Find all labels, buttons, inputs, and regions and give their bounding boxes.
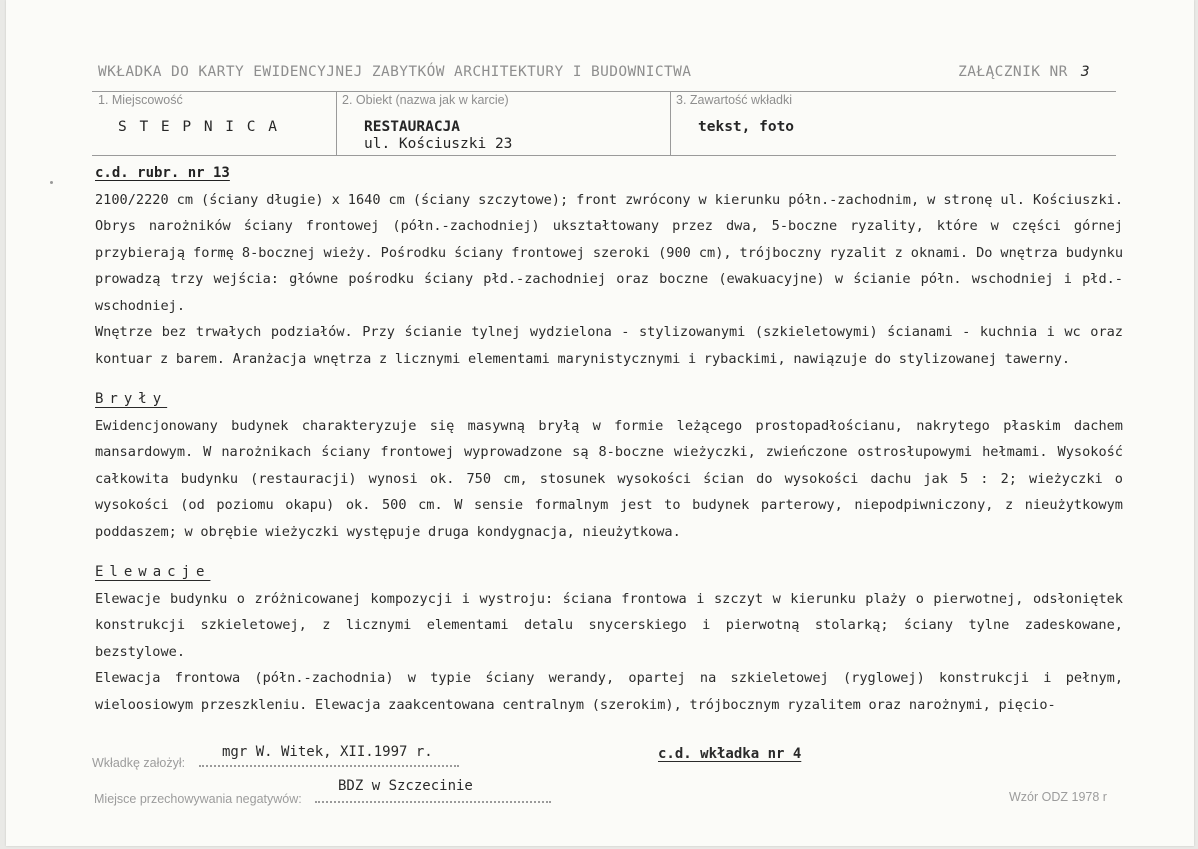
document-header [98,64,1120,86]
annex-number: 3 [1080,64,1090,80]
document-title: WKŁADKA DO KARTY EWIDENCYJNEJ ZABYTKÓW ARCHITEKTURY I BUDOWNICTWA [98,64,692,80]
locality-label: 1. Miejscowość [98,93,183,107]
prepared-label: Wkładkę założył: [92,756,186,770]
contents-label: 3. Zawartość wkładki [676,93,793,107]
body-paragraph: Wnętrze bez trwałych podziałów. Przy ścianie tylnej wydzielona - stylizowanymi (szkieletowymi) ścianami - kuchnia i wc oraz kontuar z barem. Aranżacja wnętrza z licznymi elementami marynistycznymi i rybackimi, nawiązuje do stylizowanej tawerny. [95,324,1123,367]
annex-label-group [958,64,1090,80]
object-label: 2. Obiekt (nazwa jak w karcie) [342,93,509,107]
continuation-note: c.d. wkładka nr 4 [658,746,802,762]
body-paragraph: Elewacje budynku o zróżnicowanej kompozycji i wystroju: ściana frontowa i szczyt w kierunku plaży o pierwotnej, odsłoniętek konstrukcji szkieletowej, z licznymi elementami detalu snycerskiego i pierwotną stolarką; ściany tylne zadeskowane, bezstylowe. [95,590,1123,660]
document-sheet [6,0,1194,846]
section-title-bryly: Bryły [95,391,168,407]
contents-value: tekst, foto [698,119,795,135]
storage-label: Miejsce przechowywania negatywów: [94,792,302,806]
form-code: Wzór ODZ 1978 r [1009,790,1107,804]
locality-value: S T E P N I C A [118,119,279,135]
box-contents [670,92,1116,154]
footer-storage [94,788,551,807]
document-body [95,160,1123,718]
prepared-dotted-line [199,764,459,767]
body-paragraph: 2100/2220 cm (ściany długie) x 1640 cm (ściany szczytowe); front zwrócony w kierunku półn.-zachodnim, w stronę ul. Kościuszki. Obrys narożników ściany frontowej (półn.-zachodniej) ukształtowany przez dwa, 5-boczne ryzality, które w części górnej przybierają formę 8-bocznej wieży. Pośrodku ściany frontowej szeroki (900 cm), trójboczny ryzalit z oknami. Do wnętrza budynku prowadzą trzy wejścia: główne pośrodku ściany płd.-zachodniej oraz boczne (ewakuacyjne) w ścianie półn. wschodniej i płd.-wschodniej. [95,191,1123,314]
paper-mark [50,181,53,184]
prepared-value: mgr W. Witek, XII.1997 r. [222,744,433,760]
body-paragraph: Elewacja frontowa (półn.-zachodnia) w typie ściany werandy, opartej na szkieletowej (ryglowej) konstrukcji i pełnym, wieloosiowym przeszkleniu. Elewacja zaakcentowana centralnym (szerokim), trójbocznym ryzalitem oraz narożnymi, pięcio- [95,670,1123,713]
object-value-line-2: ul. Kościuszki 23 [364,136,513,152]
section-title-elewacje: Elewacje [95,564,211,580]
storage-value: BDZ w Szczecinie [338,778,473,794]
box-locality [92,92,336,154]
header-rule-bottom [92,155,1116,156]
storage-dotted-line [315,800,551,803]
annex-label: ZAŁĄCZNIK NR [958,64,1068,80]
object-value-line-1: RESTAURACJA [364,119,461,135]
box-object [336,92,670,154]
rubric-reference: c.d. rubr. nr 13 [95,165,230,181]
body-paragraph: Ewidencjonowany budynek charakteryzuje się masywną bryłą w formie leżącego prostopadłościanu, nakrytego płaskim dachem mansardowym. W narożnikach ściany frontowej wyprowadzone są 8-boczne wieżyczki, zwieńczone ostrosłupowymi hełmami. Wysokość całkowita budynku (restauracji) wynosi ok. 750 cm, stosunek wysokości ścian do wysokości dachu jak 5 : 2; wieżyczki o wysokości (od poziomu okapu) ok. 500 cm. W sensie formalnym jest to budynek parterowy, niepodpiwniczony, z nieużytkowym poddaszem; w obrębie wieżyczki występuje druga kondygnacja, nieużytkowa. [95,417,1123,540]
